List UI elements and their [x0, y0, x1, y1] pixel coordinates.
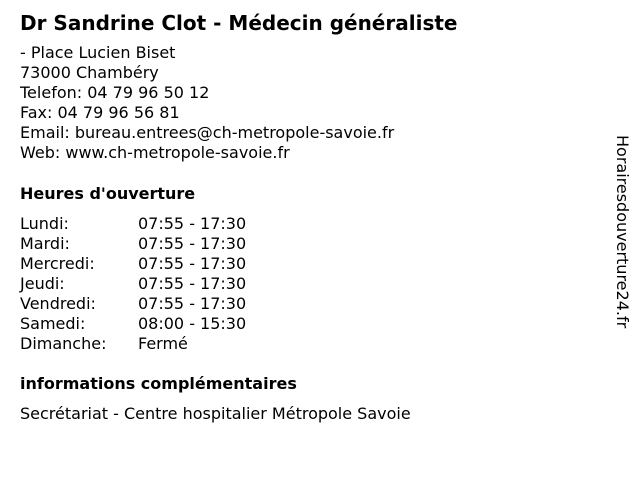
contact-block [20, 43, 394, 163]
web-line: Web: www.ch-metropole-savoie.fr [20, 143, 290, 162]
phone-line: Telefon: 04 79 96 50 12 [20, 83, 210, 102]
address-line: - Place Lucien Biset [20, 43, 176, 62]
info-text: Secrétariat - Centre hospitalier Métropole Savoie [20, 404, 411, 423]
city-line: 73000 Chambéry [20, 63, 159, 82]
hours-row-mardi [20, 234, 280, 254]
hours-day: Mercredi: [20, 254, 95, 273]
hours-time: 08:00 - 15:30 [138, 314, 247, 333]
hours-heading: Heures d'ouverture [20, 184, 196, 203]
email-line: Email: bureau.entrees@ch-metropole-savoie.fr [20, 123, 395, 142]
hours-row-mercredi [20, 254, 280, 274]
brand-watermark: Horairesdouverture24.fr [613, 135, 632, 329]
hours-time: 07:55 - 17:30 [138, 294, 247, 313]
page-title: Dr Sandrine Clot - Médecin généraliste [20, 11, 458, 35]
hours-day: Dimanche: [20, 334, 107, 353]
hours-time: 07:55 - 17:30 [138, 274, 247, 293]
hours-row-dimanche [20, 334, 280, 354]
hours-day: Mardi: [20, 234, 70, 253]
info-heading: informations complémentaires [20, 374, 297, 393]
hours-row-lundi [20, 214, 280, 234]
hours-row-samedi [20, 314, 280, 334]
hours-day: Samedi: [20, 314, 86, 333]
hours-time: 07:55 - 17:30 [138, 254, 247, 273]
hours-row-jeudi [20, 274, 280, 294]
hours-day: Lundi: [20, 214, 69, 233]
hours-day: Vendredi: [20, 294, 96, 313]
fax-line: Fax: 04 79 96 56 81 [20, 103, 180, 122]
hours-day: Jeudi: [20, 274, 65, 293]
hours-row-vendredi [20, 294, 280, 314]
hours-time: 07:55 - 17:30 [138, 234, 247, 253]
hours-time: Fermé [138, 334, 188, 353]
hours-time: 07:55 - 17:30 [138, 214, 247, 233]
hours-table [20, 214, 280, 354]
